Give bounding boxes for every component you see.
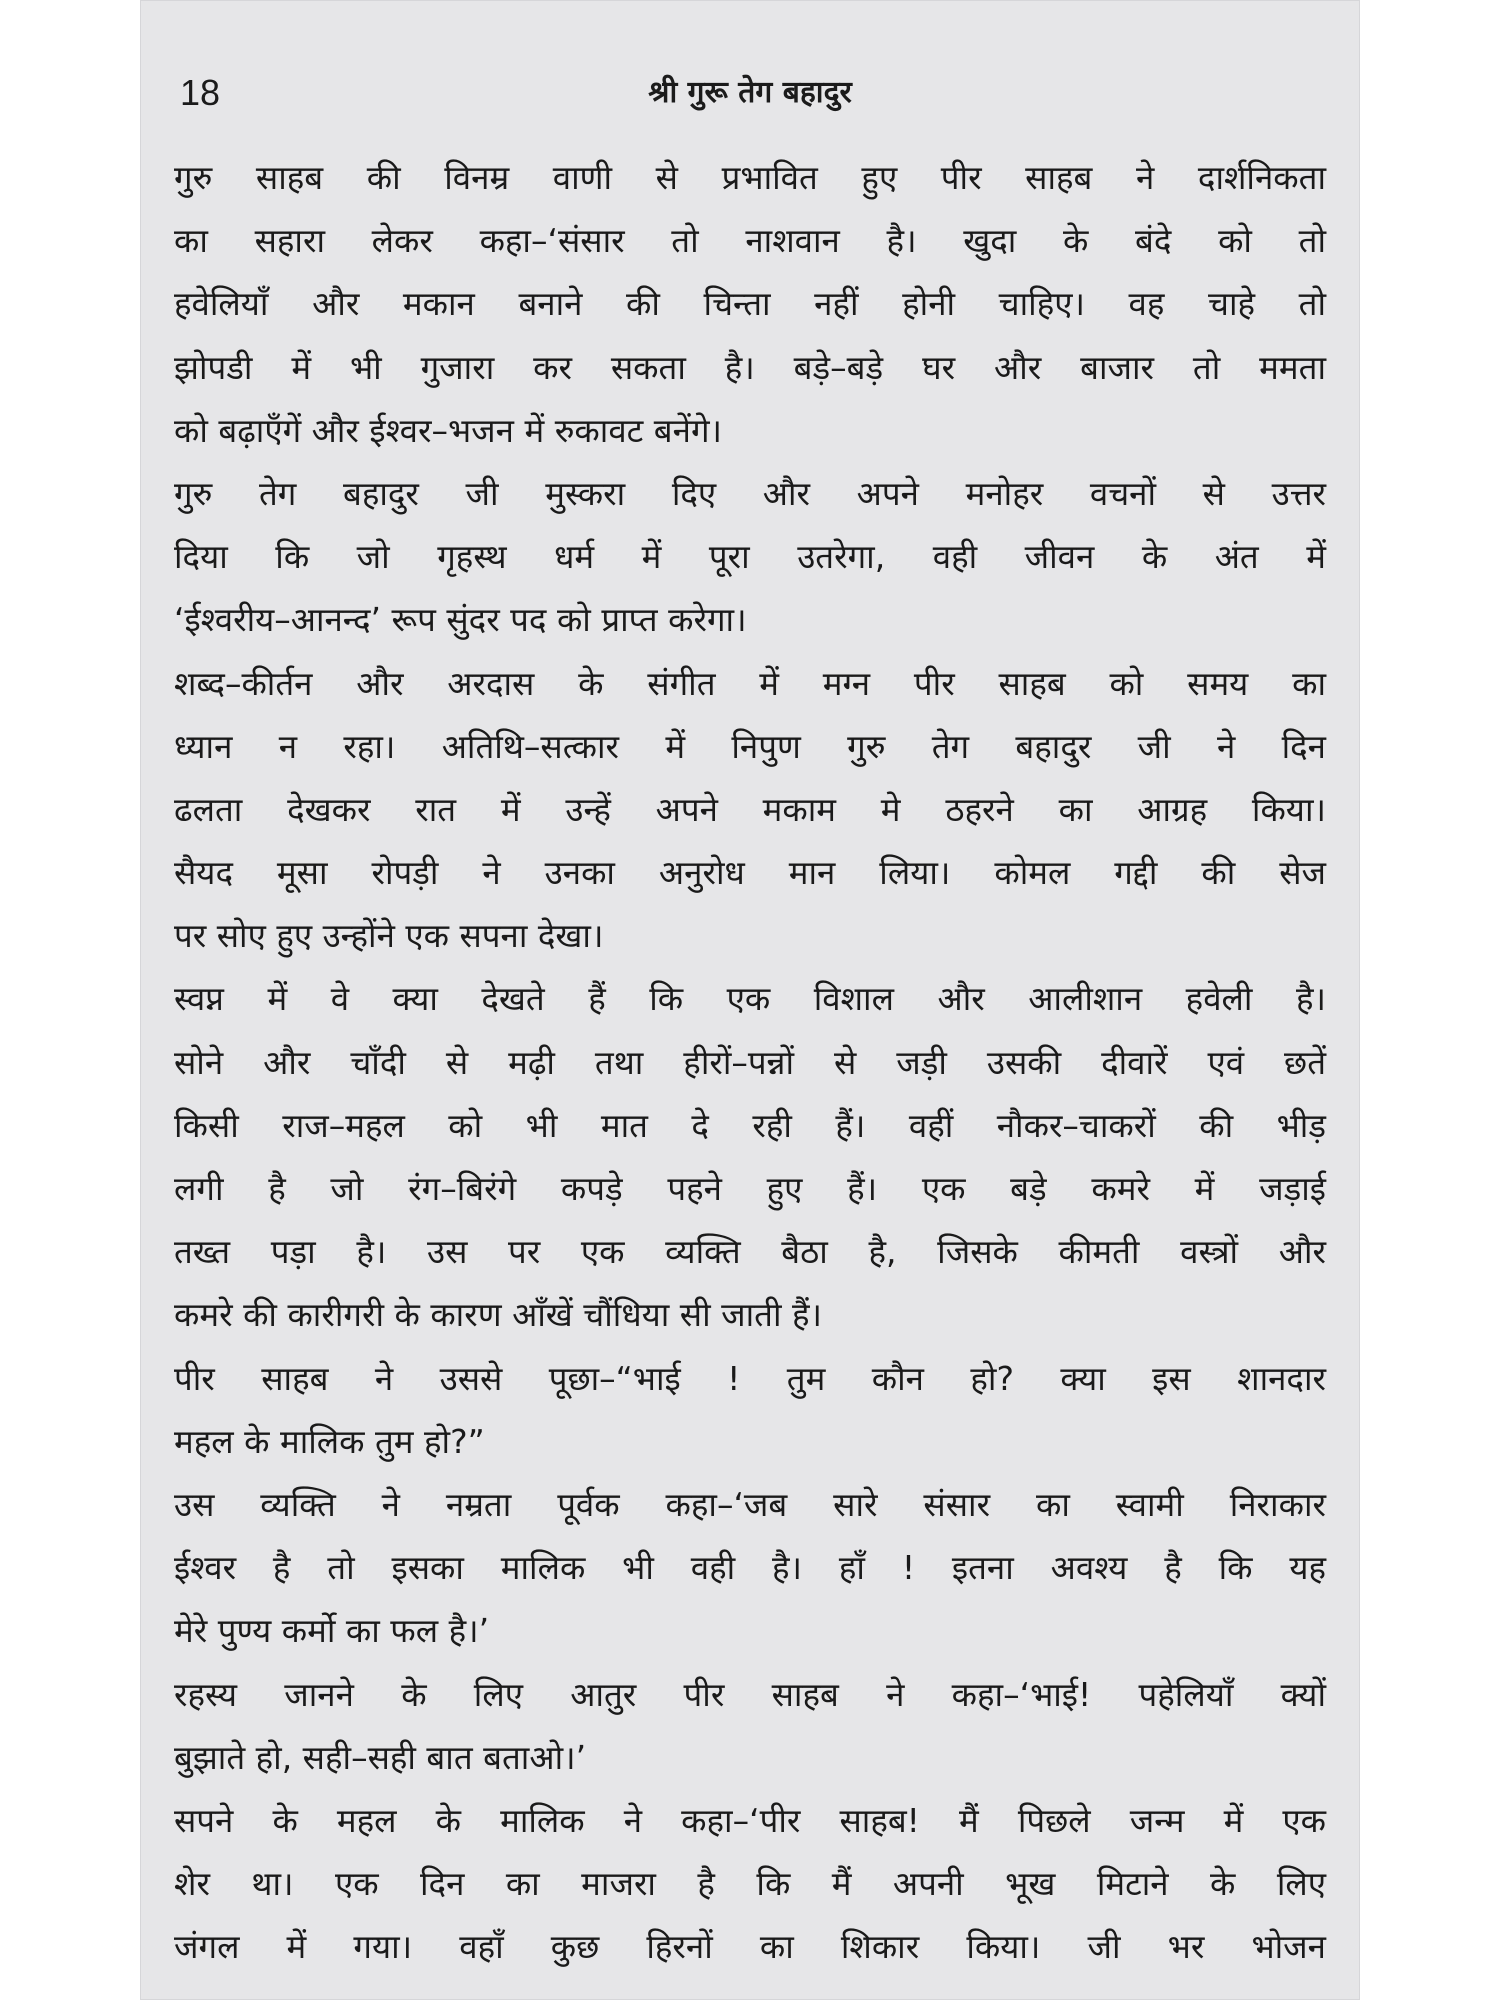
paragraph: [174, 967, 1326, 1346]
paragraph: [174, 462, 1326, 652]
text-line: स्वप्न में वे क्या देखते हैं कि एक विशाल और आलीशान हवेली है।: [174, 979, 1326, 1019]
text-line: बुझाते हो, सही–सही बात बताओ।’: [174, 1737, 587, 1777]
paragraph: [174, 1473, 1326, 1663]
text-line: सैयद मूसा रोपड़ी ने उनका अनुरोध मान लिया। कोमल गद्दी की सेज: [174, 853, 1326, 893]
text-line: किसी राज–महल को भी मात दे रही हैं। वहीं नौकर–चाकरों की भीड़: [174, 1105, 1326, 1145]
page-header: [180, 64, 1320, 124]
running-title: श्री गुरू तेग बहादुर: [648, 75, 852, 110]
paragraph: [174, 1347, 1326, 1473]
paragraph: [174, 1789, 1326, 1979]
text-line: लगी है जो रंग–बिरंगे कपड़े पहने हुए हैं। एक बड़े कमरे में जड़ाई: [174, 1169, 1326, 1208]
text-line: सपने के महल के मालिक ने कहा–‘पीर साहब! मैं पिछले जन्म में एक: [174, 1800, 1326, 1840]
text-line: जंगल में गया। वहाँ कुछ हिरनों का शिकार किया। जी भर भोजन: [174, 1927, 1326, 1967]
text-line: गुरु साहब की विनम्र वाणी से प्रभावित हुए पीर साहब ने दार्शनिकता: [174, 158, 1326, 197]
text-line: उस व्यक्ति ने नम्रता पूर्वक कहा–‘जब सारे संसार का स्वामी निराकार: [174, 1484, 1326, 1524]
text-line: महल के मालिक तुम हो?”: [174, 1421, 485, 1461]
text-line: शेर था। एक दिन का माजरा है कि मैं अपनी भूख मिटाने के लिए: [174, 1864, 1326, 1904]
text-line: ढलता देखकर रात में उन्हें अपने मकाम मे ठहरने का आग्रह किया।: [174, 789, 1326, 829]
page-number: 18: [180, 72, 221, 113]
text-line: कमरे की कारीगरी के कारण आँखें चौंधिया सी जाती हैं।: [174, 1295, 823, 1335]
text-line: शब्द–कीर्तन और अरदास के संगीत में मग्न पीर साहब को समय का: [174, 663, 1326, 703]
text-line: हवेलियाँ और मकान बनाने की चिन्ता नहीं होनी चाहिए। वह चाहे तो: [174, 284, 1326, 324]
text-line: मेरे पुण्य कर्मो का फल है।’: [174, 1611, 490, 1651]
text-line: रहस्य जानने के लिए आतुर पीर साहब ने कहा–‘भाई! पहेलियाँ क्यों: [174, 1674, 1326, 1714]
text-line: का सहारा लेकर कहा–‘संसार तो नाशवान है। खुदा के बंदे को तो: [174, 221, 1326, 261]
text-line: ध्यान न रहा। अतिथि–सत्कार में निपुण गुरु तेग बहादुर जी ने दिन: [174, 726, 1326, 766]
book-page: [140, 0, 1360, 2000]
text-line: तख्त पड़ा है। उस पर एक व्यक्ति बैठा है, जिसके कीमती वस्त्रों और: [174, 1232, 1326, 1272]
text-line: पीर साहब ने उससे पूछा–“भाई ! तुम कौन हो? क्या इस शानदार: [174, 1358, 1326, 1398]
paragraph: [174, 146, 1326, 462]
text-line: ईश्वर है तो इसका मालिक भी वही है। हाँ ! इतना अवश्य है कि यह: [174, 1548, 1326, 1588]
text-line: को बढ़ाएँगें और ईश्वर–भजन में रुकावट बनेंगे।: [174, 410, 723, 450]
text-line: पर सोए हुए उन्होंने एक सपना देखा।: [174, 916, 604, 956]
text-line: गुरु तेग बहादुर जी मुस्करा दिए और अपने मनोहर वचनों से उत्तर: [174, 473, 1326, 513]
paragraph: [174, 652, 1326, 968]
body-text: [174, 146, 1326, 1978]
paragraph: [174, 1663, 1326, 1789]
text-line: दिया कि जो गृहस्थ धर्म में पूरा उतरेगा, वही जीवन के अंत में: [174, 537, 1326, 577]
text-line: ‘ईश्वरीय–आनन्द’ रूप सुंदर पद को प्राप्त करेगा।: [174, 600, 747, 640]
text-line: झोपडी में भी गुजारा कर सकता है। बड़े–बड़े घर और बाजार तो ममता: [174, 347, 1326, 387]
text-line: सोने और चाँदी से मढ़ी तथा हीरों–पन्नों से जड़ी उसकी दीवारें एवं छतें: [174, 1042, 1326, 1082]
